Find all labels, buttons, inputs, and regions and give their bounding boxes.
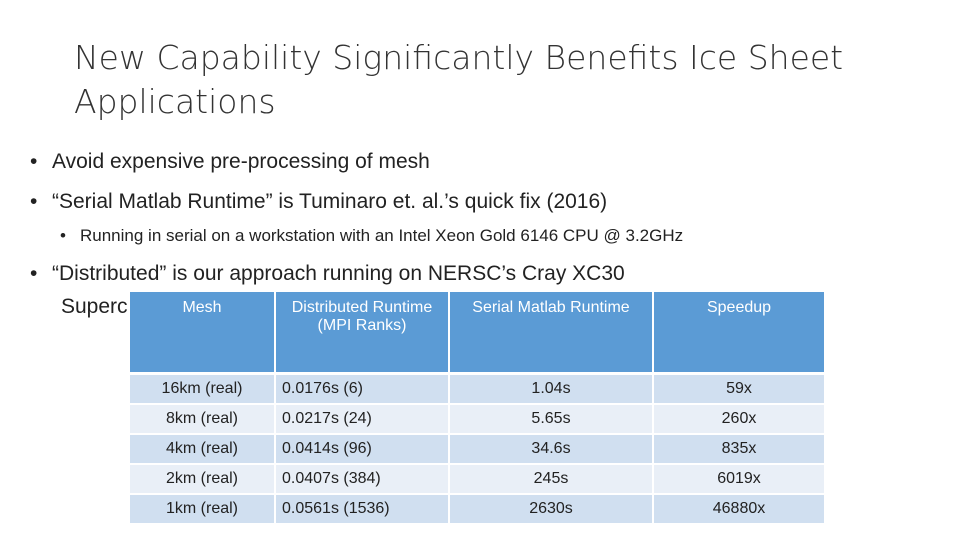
bullet-1-text: Avoid expensive pre-processing of mesh [52,150,430,173]
header-speedup: Speedup [654,292,824,375]
cell-distributed: 0.0414s (96) [276,435,450,465]
table-row [130,495,824,525]
bullet-3 [30,262,625,286]
cell-serial: 2630s [450,495,654,525]
bullet-2 [30,190,607,214]
bullet-3-continuation: Superc [61,295,128,318]
table-row [130,375,824,405]
bullet-3-text: “Distributed” is our approach running on NERSC’s Cray XC30 [52,262,625,285]
cell-mesh: 8km (real) [130,405,276,435]
table-row [130,405,824,435]
table-row [130,465,824,495]
header-distributed: Distributed Runtime (MPI Ranks) [276,292,450,375]
cell-mesh: 1km (real) [130,495,276,525]
bullet-dot-icon: • [30,190,38,213]
cell-speedup: 46880x [654,495,824,525]
header-mesh: Mesh [130,292,276,375]
bullet-2-text: “Serial Matlab Runtime” is Tuminaro et. al.’s quick fix (2016) [52,190,608,213]
header-serial: Serial Matlab Runtime [450,292,654,375]
cell-speedup: 59x [654,375,824,405]
cell-distributed: 0.0176s (6) [276,375,450,405]
cell-mesh: 16km (real) [130,375,276,405]
cell-distributed: 0.0217s (24) [276,405,450,435]
slide-title: New Capability Significantly Benefits Ice Sheet Applications [74,38,844,121]
cell-speedup: 6019x [654,465,824,495]
table-row [130,435,824,465]
runtime-table [130,292,824,525]
sub-bullet-1-text: Running in serial on a workstation with an Intel Xeon Gold 6146 CPU @ 3.2GHz [80,226,684,245]
table-header-row [130,292,824,375]
cell-speedup: 835x [654,435,824,465]
cell-serial: 5.65s [450,405,654,435]
bullet-dot-icon: • [30,262,38,285]
cell-distributed: 0.0407s (384) [276,465,450,495]
cell-serial: 34.6s [450,435,654,465]
cell-mesh: 4km (real) [130,435,276,465]
bullet-dot-icon: • [60,226,66,245]
bullet-dot-icon: • [30,150,38,173]
cell-serial: 245s [450,465,654,495]
bullet-1 [30,150,430,174]
cell-serial: 1.04s [450,375,654,405]
sub-bullet-1 [60,226,683,246]
cell-distributed: 0.0561s (1536) [276,495,450,525]
cell-mesh: 2km (real) [130,465,276,495]
cell-speedup: 260x [654,405,824,435]
